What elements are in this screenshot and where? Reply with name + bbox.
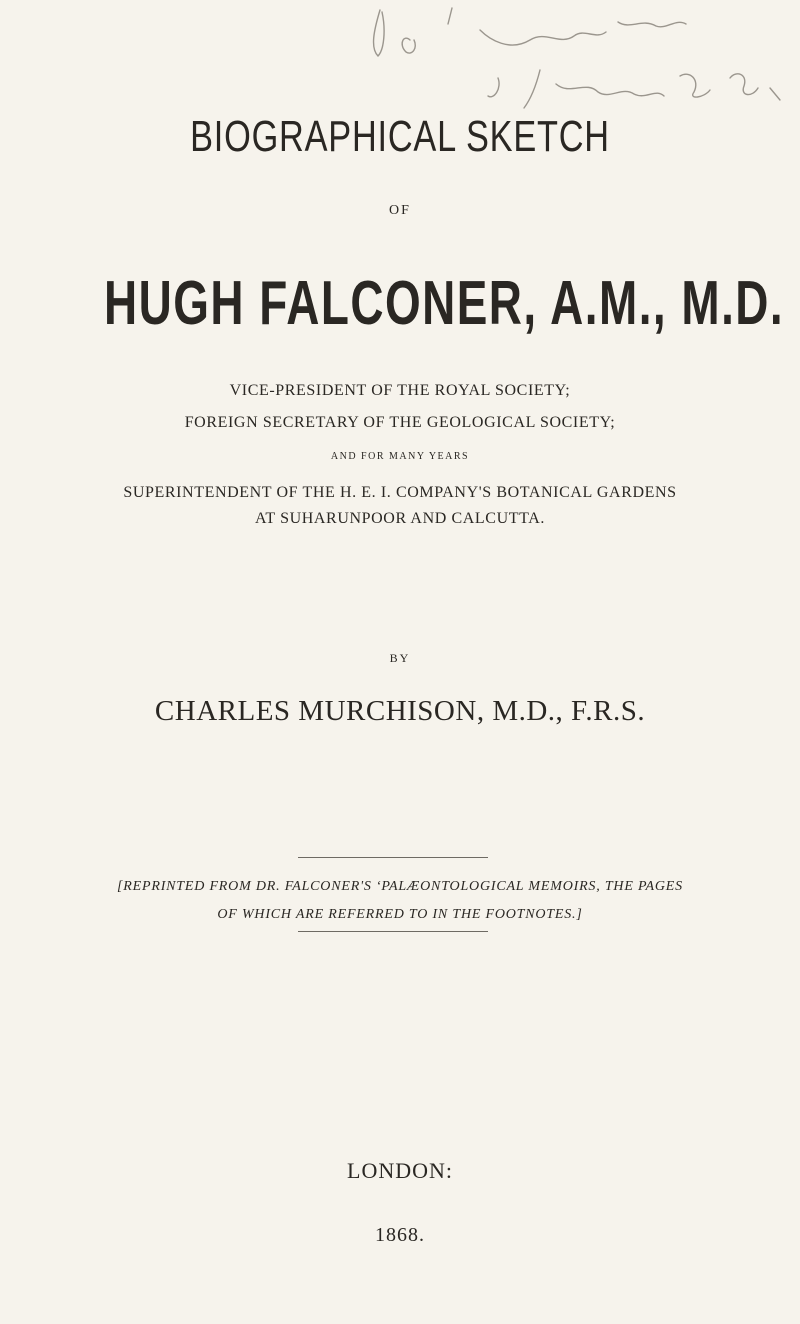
- title-of: OF: [389, 203, 411, 218]
- role-location: AT SUHARUNPOOR AND CALCUTTA.: [255, 510, 545, 527]
- imprint-year: 1868.: [375, 1224, 425, 1246]
- author-name: CHARLES MURCHISON, M.D., F.R.S.: [154, 695, 646, 727]
- reprint-note-line-1: [REPRINTED FROM DR. FALCONER'S ‘PALÆONTOLOGICAL MEMOIRS, THE PAGES: [117, 879, 683, 894]
- title-line-1: BIOGRAPHICAL SKETCH: [190, 112, 610, 161]
- role-connector: AND FOR MANY YEARS: [330, 451, 470, 462]
- divider-bottom: [298, 931, 488, 932]
- title-line-2: HUGH FALCONER, A.M., M.D.: [104, 269, 785, 338]
- role-vice-president: VICE-PRESIDENT OF THE ROYAL SOCIETY;: [229, 382, 571, 399]
- role-foreign-secretary: FOREIGN SECRETARY OF THE GEOLOGICAL SOCIETY;: [184, 414, 616, 431]
- divider-top: [298, 857, 488, 858]
- role-superintendent: SUPERINTENDENT OF THE H. E. I. COMPANY'S BOTANICAL GARDENS: [123, 484, 677, 501]
- pencil-inscription: [360, 0, 800, 120]
- byline-by: BY: [389, 651, 411, 665]
- reprint-note-line-2: OF WHICH ARE REFERRED TO IN THE FOOTNOTES.]: [217, 907, 583, 922]
- imprint-place: LONDON:: [347, 1158, 453, 1183]
